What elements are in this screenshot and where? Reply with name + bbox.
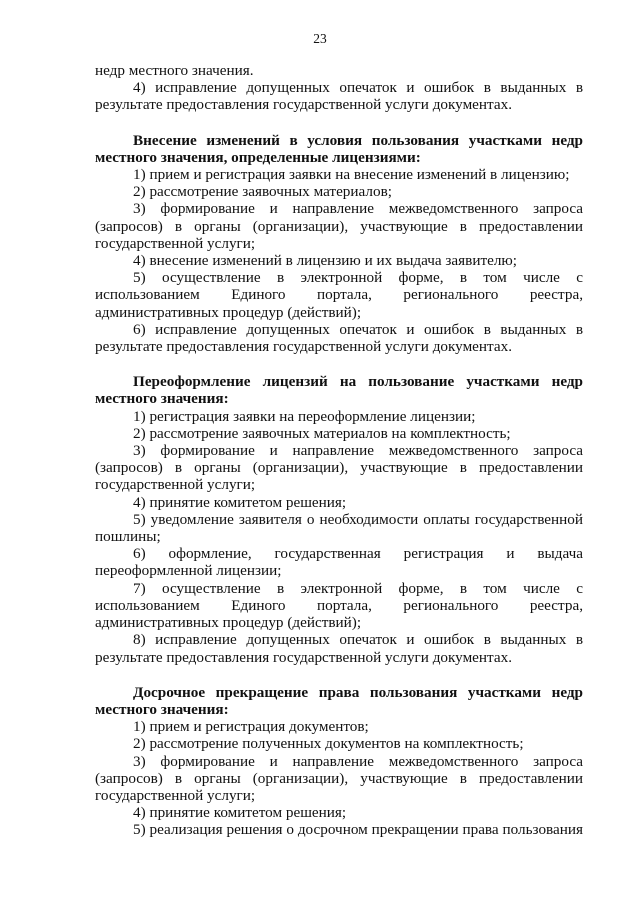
list-item: 5) уведомление заявителя о необходимости оплаты государственной пошлины; [95, 510, 583, 546]
list-item: 5) осуществление в электронной форме, в том числе с использованием Единого портала, регионального реестра, административных процедур (действий); [95, 269, 583, 321]
list-item: 2) рассмотрение полученных документов на комплектность; [133, 735, 524, 753]
list-item: 4) внесение изменений в лицензию и их выдача заявителю; [133, 252, 517, 270]
list-item: 8) исправление допущенных опечаток и ошибок в выданных в результате предоставления государственной услуги документах. [95, 631, 583, 666]
section-heading: Досрочное прекращение права пользования участками недр местного значения: [95, 683, 583, 718]
page-number: 23 [313, 31, 327, 46]
section-amendments [95, 132, 583, 356]
section-reissue [95, 373, 583, 665]
section-heading: Внесение изменений в условия пользования участками недр местного значения, определенные лицензиями: [95, 131, 583, 166]
spacer [95, 114, 583, 132]
list-item: 4) принятие комитетом решения; [133, 804, 347, 822]
list-item: 2) рассмотрение заявочных материалов; [133, 183, 392, 201]
document-body [95, 62, 583, 839]
section-early-termination [95, 684, 583, 839]
spacer [95, 355, 583, 373]
list-item: 3) формирование и направление межведомственного запроса (запросов) в органы (организации), участвующие в предоставлении государственной услуги; [95, 442, 583, 494]
list-item: 5) реализация решения о досрочном прекращении права пользования [133, 821, 583, 839]
list-item: 3) формирование и направление межведомственного запроса (запросов) в органы (организации), участвующие в предоставлении государственной услуги; [95, 752, 583, 804]
list-item: 6) исправление допущенных опечаток и ошибок в выданных в результате предоставления государственной услуги документах. [95, 320, 583, 356]
paragraph-continuation: недр местного значения. [95, 62, 254, 79]
list-item: 7) осуществление в электронной форме, в том числе с использованием Единого портала, регионального реестра, административных процедур (действий); [95, 579, 583, 632]
list-item: 2) рассмотрение заявочных материалов на комплектность; [133, 424, 511, 442]
list-item: 3) формирование и направление межведомственного запроса (запросов) в органы (организации), участвующие в предоставлении государственной услуги; [95, 200, 583, 252]
list-item: 6) оформление, государственная регистрация и выдача переоформленной лицензии; [95, 545, 583, 580]
section-heading: Переоформление лицензий на пользование участками недр местного значения: [95, 373, 583, 408]
spacer [95, 666, 583, 684]
list-item: 1) прием и регистрация заявки на внесение изменений в лицензию; [133, 166, 570, 184]
list-item: 1) регистрация заявки на переоформление лицензии; [133, 407, 476, 425]
list-item: 4) принятие комитетом решения; [133, 493, 347, 511]
list-item: 1) прием и регистрация документов; [133, 718, 369, 736]
intro-item-4: 4) исправление допущенных опечаток и ошибок в выданных в результате предоставления государственной услуги документах. [95, 79, 583, 114]
